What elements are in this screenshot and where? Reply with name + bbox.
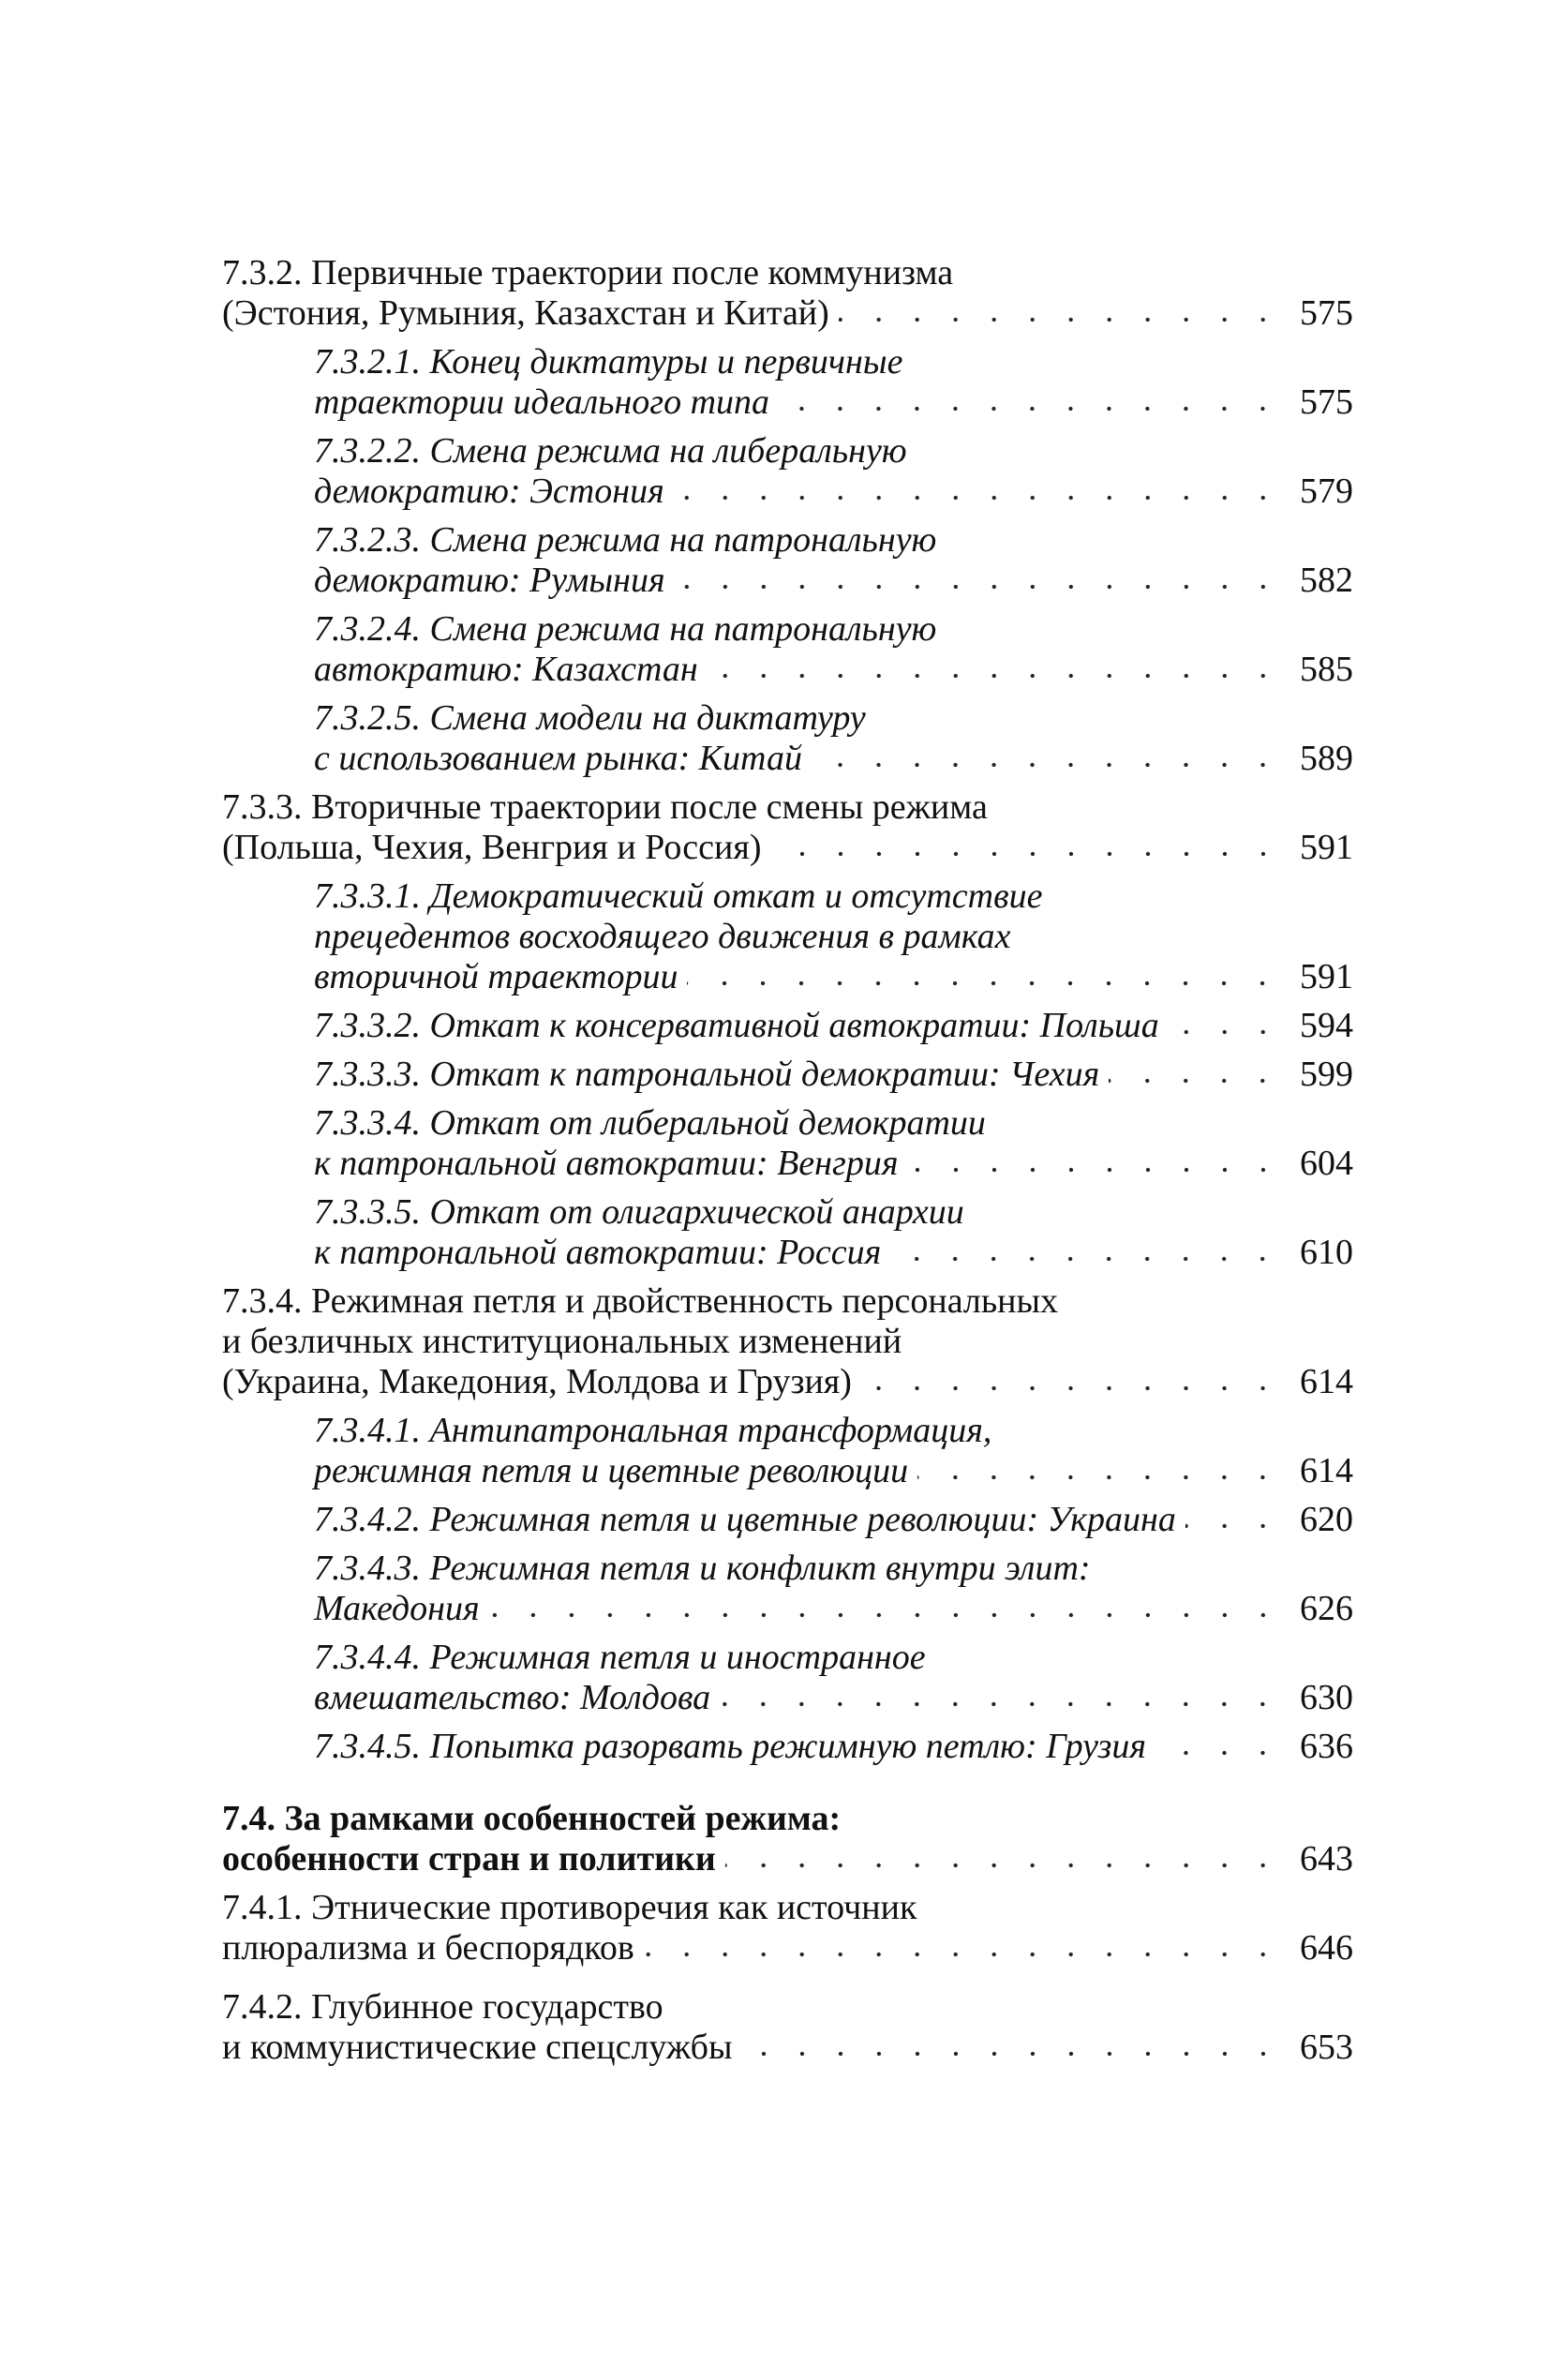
toc-entry-title: 7.3.2.4. Смена режима на патрональную bbox=[314, 609, 937, 649]
toc-entry-7-3-2-3[interactable] bbox=[222, 520, 1353, 601]
toc-entry-title: Македония bbox=[314, 1589, 480, 1628]
page-number: 575 bbox=[1300, 382, 1353, 422]
toc-entry-title: 7.3.2.2. Смена режима на либеральную bbox=[314, 431, 907, 471]
toc-entry-line bbox=[314, 957, 1353, 997]
toc-entry-title: 7.3.4.2. Режимная петля и цветные революции: Украина bbox=[314, 1500, 1176, 1539]
toc-entry-line bbox=[314, 1144, 1353, 1184]
toc-entry-title: 7.3.4.4. Режимная петля и иностранное bbox=[314, 1638, 926, 1677]
page-number: 599 bbox=[1300, 1055, 1353, 1094]
toc-entry-line bbox=[314, 1549, 1353, 1589]
dot-leader bbox=[861, 1384, 1282, 1393]
toc-entry-line bbox=[314, 1678, 1353, 1718]
toc-entry-7-4[interactable] bbox=[222, 1799, 1353, 1879]
toc-entry-title: траектории идеального типа bbox=[314, 382, 770, 422]
toc-entry-title: плюрализма и беспорядков bbox=[222, 1928, 634, 1968]
toc-entry-7-3-3-2[interactable] bbox=[222, 1006, 1353, 1046]
page-number: 604 bbox=[1300, 1144, 1353, 1183]
toc-entry-7-3-3-1[interactable] bbox=[222, 876, 1353, 997]
toc-entry-7-4-2[interactable] bbox=[222, 1987, 1353, 2068]
toc-entry-line bbox=[314, 1233, 1353, 1273]
dot-leader bbox=[771, 849, 1282, 859]
toc-entry-title: 7.4.2. Глубинное государство bbox=[222, 1987, 663, 2027]
dot-leader bbox=[1169, 1027, 1282, 1037]
dot-leader bbox=[644, 1950, 1282, 1959]
toc-entry-title: (Украина, Македония, Молдова и Грузия) bbox=[222, 1362, 852, 1401]
toc-entry-7-3-4-3[interactable] bbox=[222, 1549, 1353, 1629]
dot-leader bbox=[779, 404, 1282, 413]
page-number: 653 bbox=[1300, 2028, 1353, 2067]
toc-entry-line bbox=[222, 253, 1353, 293]
dot-leader bbox=[1109, 1076, 1282, 1085]
page-number: 643 bbox=[1300, 1839, 1353, 1879]
toc-entry-line bbox=[314, 1006, 1353, 1046]
toc-entry-title: автократию: Казахстан bbox=[314, 650, 698, 689]
page-number: 610 bbox=[1300, 1233, 1353, 1272]
toc-entry-title: 7.3.3.1. Демократический откат и отсутствие bbox=[314, 876, 1043, 916]
toc-entry-line bbox=[314, 561, 1353, 601]
toc-entry-7-3-3-3[interactable] bbox=[222, 1055, 1353, 1095]
page-number: 582 bbox=[1300, 561, 1353, 600]
dot-leader bbox=[917, 1473, 1282, 1482]
page-number: 575 bbox=[1300, 293, 1353, 333]
toc-entry-line bbox=[222, 2028, 1353, 2068]
dot-leader bbox=[890, 1254, 1282, 1264]
toc-entry-7-3-3-5[interactable] bbox=[222, 1192, 1353, 1273]
toc-entry-title: 7.3.2.3. Смена режима на патрональную bbox=[314, 520, 937, 560]
toc-entry-7-3-3[interactable] bbox=[222, 787, 1353, 868]
toc-entry-line bbox=[314, 431, 1353, 472]
toc-entry-line bbox=[222, 1281, 1353, 1322]
toc-entry-7-3-4-2[interactable] bbox=[222, 1500, 1353, 1540]
table-of-contents bbox=[222, 253, 1353, 2076]
toc-entry-line bbox=[222, 1839, 1353, 1879]
toc-entry-7-3-2-1[interactable] bbox=[222, 342, 1353, 423]
toc-entry-7-3-2-4[interactable] bbox=[222, 609, 1353, 690]
toc-entry-7-3-2[interactable] bbox=[222, 253, 1353, 334]
dot-leader bbox=[675, 582, 1282, 591]
toc-entry-line bbox=[222, 1888, 1353, 1928]
dot-leader bbox=[839, 315, 1282, 324]
toc-entry-title: особенности стран и политики bbox=[222, 1839, 716, 1879]
dot-leader bbox=[674, 493, 1282, 502]
toc-entry-line bbox=[314, 698, 1353, 739]
toc-entry-line bbox=[314, 739, 1353, 779]
toc-entry-line bbox=[314, 1500, 1353, 1540]
toc-entry-title: 7.3.4.1. Антипатрональная трансформация, bbox=[314, 1411, 992, 1450]
toc-entry-line bbox=[222, 1799, 1353, 1839]
page-number: 614 bbox=[1300, 1362, 1353, 1401]
toc-entry-title: 7.3.3.3. Откат к патрональной демократии: Чехия bbox=[314, 1055, 1100, 1094]
toc-entry-line bbox=[314, 1192, 1353, 1233]
toc-entry-line bbox=[314, 1589, 1353, 1629]
toc-entry-line bbox=[314, 1411, 1353, 1451]
toc-entry-7-3-4-4[interactable] bbox=[222, 1638, 1353, 1718]
toc-entry-title: 7.3.2. Первичные траектории после коммунизма bbox=[222, 253, 954, 292]
toc-entry-7-3-4[interactable] bbox=[222, 1281, 1353, 1402]
toc-entry-7-3-4-1[interactable] bbox=[222, 1411, 1353, 1491]
toc-entry-line bbox=[314, 520, 1353, 561]
toc-entry-title: 7.3.3.5. Откат от олигархической анархии bbox=[314, 1192, 964, 1232]
toc-entry-title: 7.3.4.5. Попытка разорвать режимную петлю: Грузия bbox=[314, 1727, 1147, 1766]
dot-leader bbox=[720, 1699, 1282, 1709]
toc-entry-7-3-2-5[interactable] bbox=[222, 698, 1353, 779]
toc-entry-line bbox=[314, 1727, 1353, 1767]
toc-entry-title: 7.4. За рамками особенностей режима: bbox=[222, 1799, 842, 1838]
page-number: 585 bbox=[1300, 650, 1353, 689]
page-number: 636 bbox=[1300, 1727, 1353, 1766]
toc-entry-title: и коммунистические спецслужбы bbox=[222, 2028, 733, 2067]
page-number: 591 bbox=[1300, 957, 1353, 996]
toc-entry-line bbox=[222, 1987, 1353, 2028]
toc-entry-title: 7.3.4.3. Режимная петля и конфликт внутри элит: bbox=[314, 1549, 1091, 1588]
toc-entry-title: к патрональной автократии: Россия bbox=[314, 1233, 882, 1272]
toc-entry-title: вмешательство: Молдова bbox=[314, 1678, 711, 1717]
toc-entry-line bbox=[314, 382, 1353, 423]
page-number: 620 bbox=[1300, 1500, 1353, 1539]
toc-entry-title: демократию: Румыния bbox=[314, 561, 665, 600]
toc-entry-title: к патрональной автократии: Венгрия bbox=[314, 1144, 899, 1183]
toc-entry-line bbox=[314, 609, 1353, 650]
toc-entry-line bbox=[314, 342, 1353, 382]
toc-entry-title: (Польша, Чехия, Венгрия и Россия) bbox=[222, 828, 762, 867]
toc-entry-title: 7.3.2.5. Смена модели на диктатуру bbox=[314, 698, 866, 738]
toc-entry-title: 7.3.4. Режимная петля и двойственность персональных bbox=[222, 1281, 1059, 1321]
toc-entry-line bbox=[222, 828, 1353, 868]
toc-entry-line bbox=[314, 1451, 1353, 1491]
toc-entry-title: 7.3.3.2. Откат к консервативной автократии: Польша bbox=[314, 1006, 1159, 1045]
toc-entry-title: (Эстония, Румыния, Казахстан и Китай) bbox=[222, 293, 829, 333]
toc-entry-7-3-3-4[interactable] bbox=[222, 1103, 1353, 1184]
toc-entry-title: режимная петля и цветные революции bbox=[314, 1451, 909, 1490]
page-number: 589 bbox=[1300, 739, 1353, 778]
page-number: 594 bbox=[1300, 1006, 1353, 1045]
page-number: 646 bbox=[1300, 1928, 1353, 1968]
toc-entry-line bbox=[222, 1362, 1353, 1402]
dot-leader bbox=[742, 2049, 1282, 2058]
dot-leader bbox=[812, 760, 1282, 770]
toc-entry-line bbox=[222, 787, 1353, 828]
page-number: 630 bbox=[1300, 1678, 1353, 1717]
toc-entry-title: с использованием рынка: Китай bbox=[314, 739, 802, 778]
toc-entry-title: вторичной траектории bbox=[314, 957, 678, 996]
dot-leader bbox=[725, 1861, 1282, 1870]
dot-leader bbox=[687, 979, 1282, 988]
toc-entry-title: 7.4.1. Этнические противоречия как источник bbox=[222, 1888, 917, 1927]
dot-leader bbox=[489, 1610, 1282, 1620]
dot-leader bbox=[908, 1165, 1282, 1175]
toc-entry-title: 7.3.2.1. Конец диктатуры и первичные bbox=[314, 342, 903, 382]
toc-entry-line bbox=[314, 1638, 1353, 1678]
toc-entry-7-4-1[interactable] bbox=[222, 1888, 1353, 1968]
page-number: 591 bbox=[1300, 828, 1353, 867]
toc-entry-title: 7.3.3. Вторичные траектории после смены режима bbox=[222, 787, 988, 827]
toc-entry-title: и безличных институциональных изменений bbox=[222, 1322, 902, 1361]
page-number: 579 bbox=[1300, 472, 1353, 511]
toc-entry-line bbox=[314, 650, 1353, 690]
toc-entry-line bbox=[314, 876, 1353, 917]
dot-leader bbox=[708, 671, 1282, 681]
toc-entry-7-3-4-5[interactable] bbox=[222, 1727, 1353, 1767]
toc-entry-line bbox=[222, 293, 1353, 334]
toc-entry-line bbox=[314, 917, 1353, 957]
toc-entry-line bbox=[222, 1928, 1353, 1968]
page-number: 626 bbox=[1300, 1589, 1353, 1628]
toc-entry-title: прецедентов восходящего движения в рамках bbox=[314, 917, 1011, 956]
toc-entry-line bbox=[222, 1322, 1353, 1362]
toc-entry-7-3-2-2[interactable] bbox=[222, 431, 1353, 512]
toc-entry-title: 7.3.3.4. Откат от либеральной демократии bbox=[314, 1103, 986, 1143]
dot-leader bbox=[1155, 1748, 1282, 1758]
toc-entry-line bbox=[314, 472, 1353, 512]
toc-entry-line bbox=[314, 1055, 1353, 1095]
toc-entry-line bbox=[314, 1103, 1353, 1144]
dot-leader bbox=[1185, 1521, 1282, 1531]
page-number: 614 bbox=[1300, 1451, 1353, 1490]
toc-entry-title: демократию: Эстония bbox=[314, 472, 664, 511]
